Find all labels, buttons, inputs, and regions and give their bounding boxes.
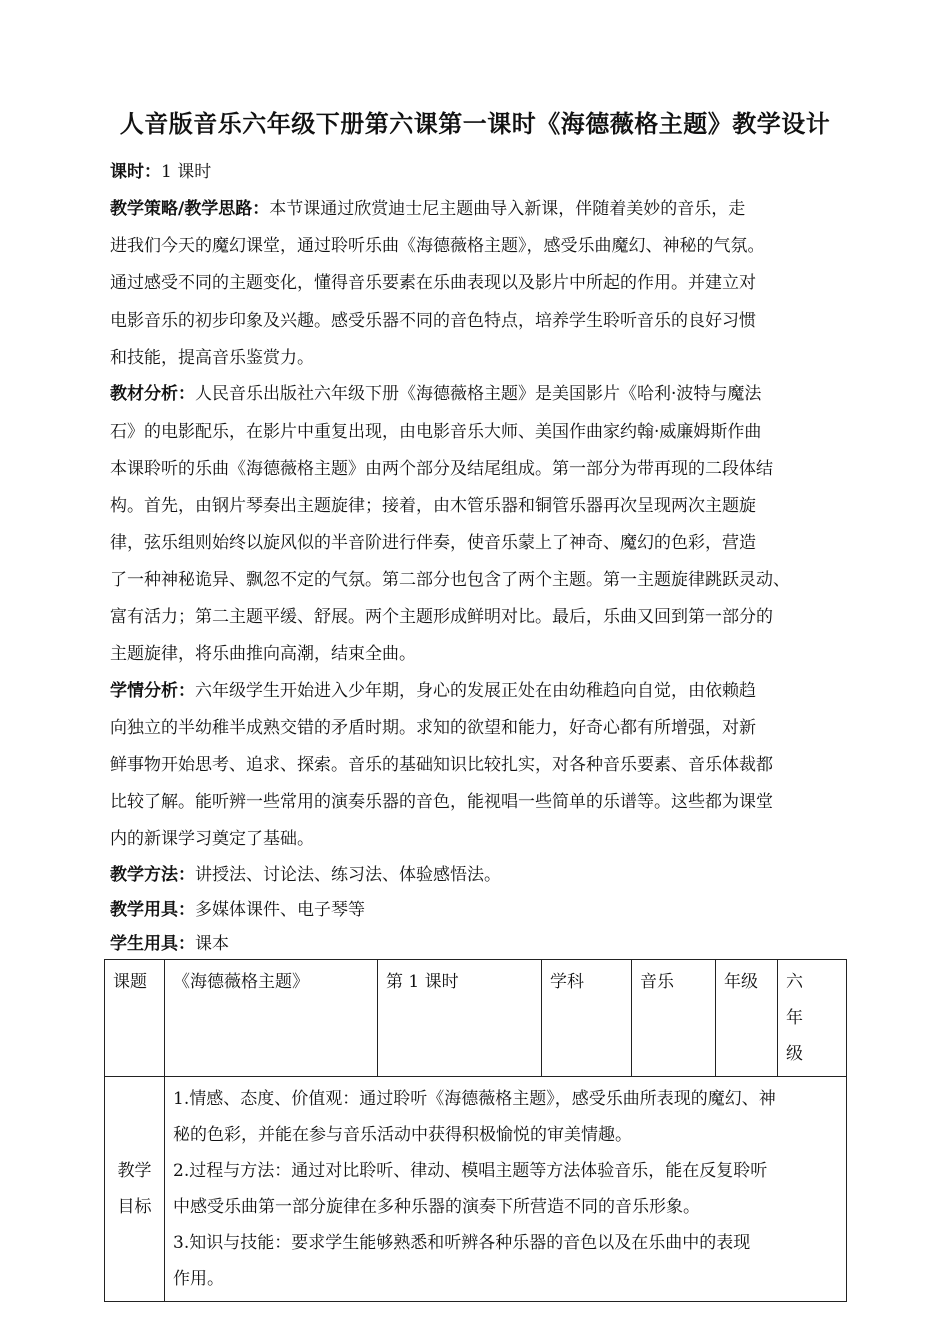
subject-label-cell: 学科 (542, 960, 632, 1077)
topic-label-cell: 课题 (105, 960, 165, 1077)
material-line: 律，弦乐组则始终以旋风似的半音阶进行伴奏，使音乐蒙上了神奇、魔幻的色彩，营造 (110, 533, 756, 553)
methods-row (110, 863, 501, 887)
student-tools-row (110, 932, 229, 956)
material-line: 了一种神秘诡异、飘忽不定的气氛。第二部分也包含了两个主题。第一主题旋律跳跃灵动、 (110, 570, 790, 590)
strategy-label: 教学策略/教学思路： (110, 199, 270, 219)
period-cell: 第 1 课时 (378, 960, 542, 1077)
goal-line: 秘的色彩，并能在参与音乐活动中获得积极愉悦的审美情趣。 (173, 1125, 632, 1145)
tools-label: 教学用具： (110, 900, 195, 920)
grade-value-cell: 六年级 (778, 960, 847, 1077)
students-line: 内的新课学习奠定了基础。 (110, 829, 314, 849)
goal-line: 2.过程与方法：通过对比聆听、律动、模唱主题等方法体验音乐，能在反复聆听 (173, 1161, 768, 1181)
material-label: 教材分析： (110, 384, 195, 404)
students-label: 学情分析： (110, 681, 195, 701)
tools-value: 多媒体课件、电子琴等 (195, 900, 365, 920)
students-line (110, 679, 756, 703)
strategy-text: 本节课通过欣赏迪士尼主题曲导入新课，伴随着美妙的音乐，走 (269, 199, 746, 219)
material-line (110, 382, 761, 406)
tools-row (110, 898, 365, 922)
grade-label-cell: 年级 (716, 960, 778, 1077)
methods-value: 讲授法、讨论法、练习法、体验感悟法。 (195, 865, 501, 885)
goal-line: 中感受乐曲第一部分旋律在多种乐器的演奏下所营造不同的音乐形象。 (173, 1197, 700, 1217)
material-text: 人民音乐出版社六年级下册《海德薇格主题》是美国影片《哈利·波特与魔法 (195, 384, 762, 404)
lesson-table (104, 959, 847, 1302)
topic-value-cell: 《海德薇格主题》 (165, 960, 378, 1077)
students-line: 鲜事物开始思考、追求、探索。音乐的基础知识比较扎实，对各种音乐要素、音乐体裁都 (110, 755, 773, 775)
material-line: 主题旋律，将乐曲推向高潮，结束全曲。 (110, 644, 416, 664)
goal-line: 1.情感、态度、价值观：通过聆听《海德薇格主题》，感受乐曲所表现的魔幻、神 (173, 1089, 776, 1109)
class-hours-label: 课时： (110, 162, 161, 182)
students-line: 比较了解。能听辨一些常用的演奏乐器的音色，能视唱一些简单的乐谱等。这些都为课堂 (110, 792, 773, 812)
goal-line: 作用。 (173, 1269, 224, 1289)
strategy-line: 进我们今天的魔幻课堂，通过聆听乐曲《海德薇格主题》，感受乐曲魔幻、神秘的气氛。 (110, 236, 765, 256)
strategy-line: 电影音乐的初步印象及兴趣。感受乐器不同的音色特点，培养学生聆听音乐的良好习惯 (110, 311, 756, 331)
students-line: 向独立的半幼稚半成熟交错的矛盾时期。求知的欲望和能力，好奇心都有所增强，对新 (110, 718, 756, 738)
table-header-row (105, 960, 847, 1077)
goal-line: 3.知识与技能：要求学生能够熟悉和听辨各种乐器的音色以及在乐曲中的表现 (173, 1233, 751, 1253)
strategy-line: 和技能，提高音乐鉴赏力。 (110, 348, 314, 368)
class-hours-row (110, 160, 211, 184)
subject-value-cell: 音乐 (632, 960, 716, 1077)
strategy-line (110, 197, 745, 221)
students-text: 六年级学生开始进入少年期，身心的发展正处在由幼稚趋向自觉，由依赖趋 (195, 681, 756, 701)
methods-label: 教学方法： (110, 865, 195, 885)
material-line: 富有活力；第二主题平缓、舒展。两个主题形成鲜明对比。最后，乐曲又回到第一部分的 (110, 607, 773, 627)
strategy-line: 通过感受不同的主题变化，懂得音乐要素在乐曲表现以及影片中所起的作用。并建立对 (110, 273, 756, 293)
material-line: 构。首先，由钢片琴奏出主题旋律；接着，由木管乐器和铜管乐器再次呈现两次主题旋 (110, 496, 756, 516)
student-tools-label: 学生用具： (110, 934, 195, 954)
material-line: 本课聆听的乐曲《海德薇格主题》由两个部分及结尾组成。第一部分为带再现的二段体结 (110, 459, 773, 479)
goals-label-cell: 教学目标 (105, 1077, 165, 1302)
class-hours-value: 1 课时 (161, 162, 212, 182)
goals-row (105, 1077, 847, 1302)
goals-content-cell (165, 1077, 847, 1302)
student-tools-value: 课本 (195, 934, 229, 954)
material-line: 石》的电影配乐，在影片中重复出现，由电影音乐大师、美国作曲家约翰·威廉姆斯作曲 (110, 422, 762, 442)
document-title: 人音版音乐六年级下册第六课第一课时《海德薇格主题》教学设计 (119, 109, 831, 138)
